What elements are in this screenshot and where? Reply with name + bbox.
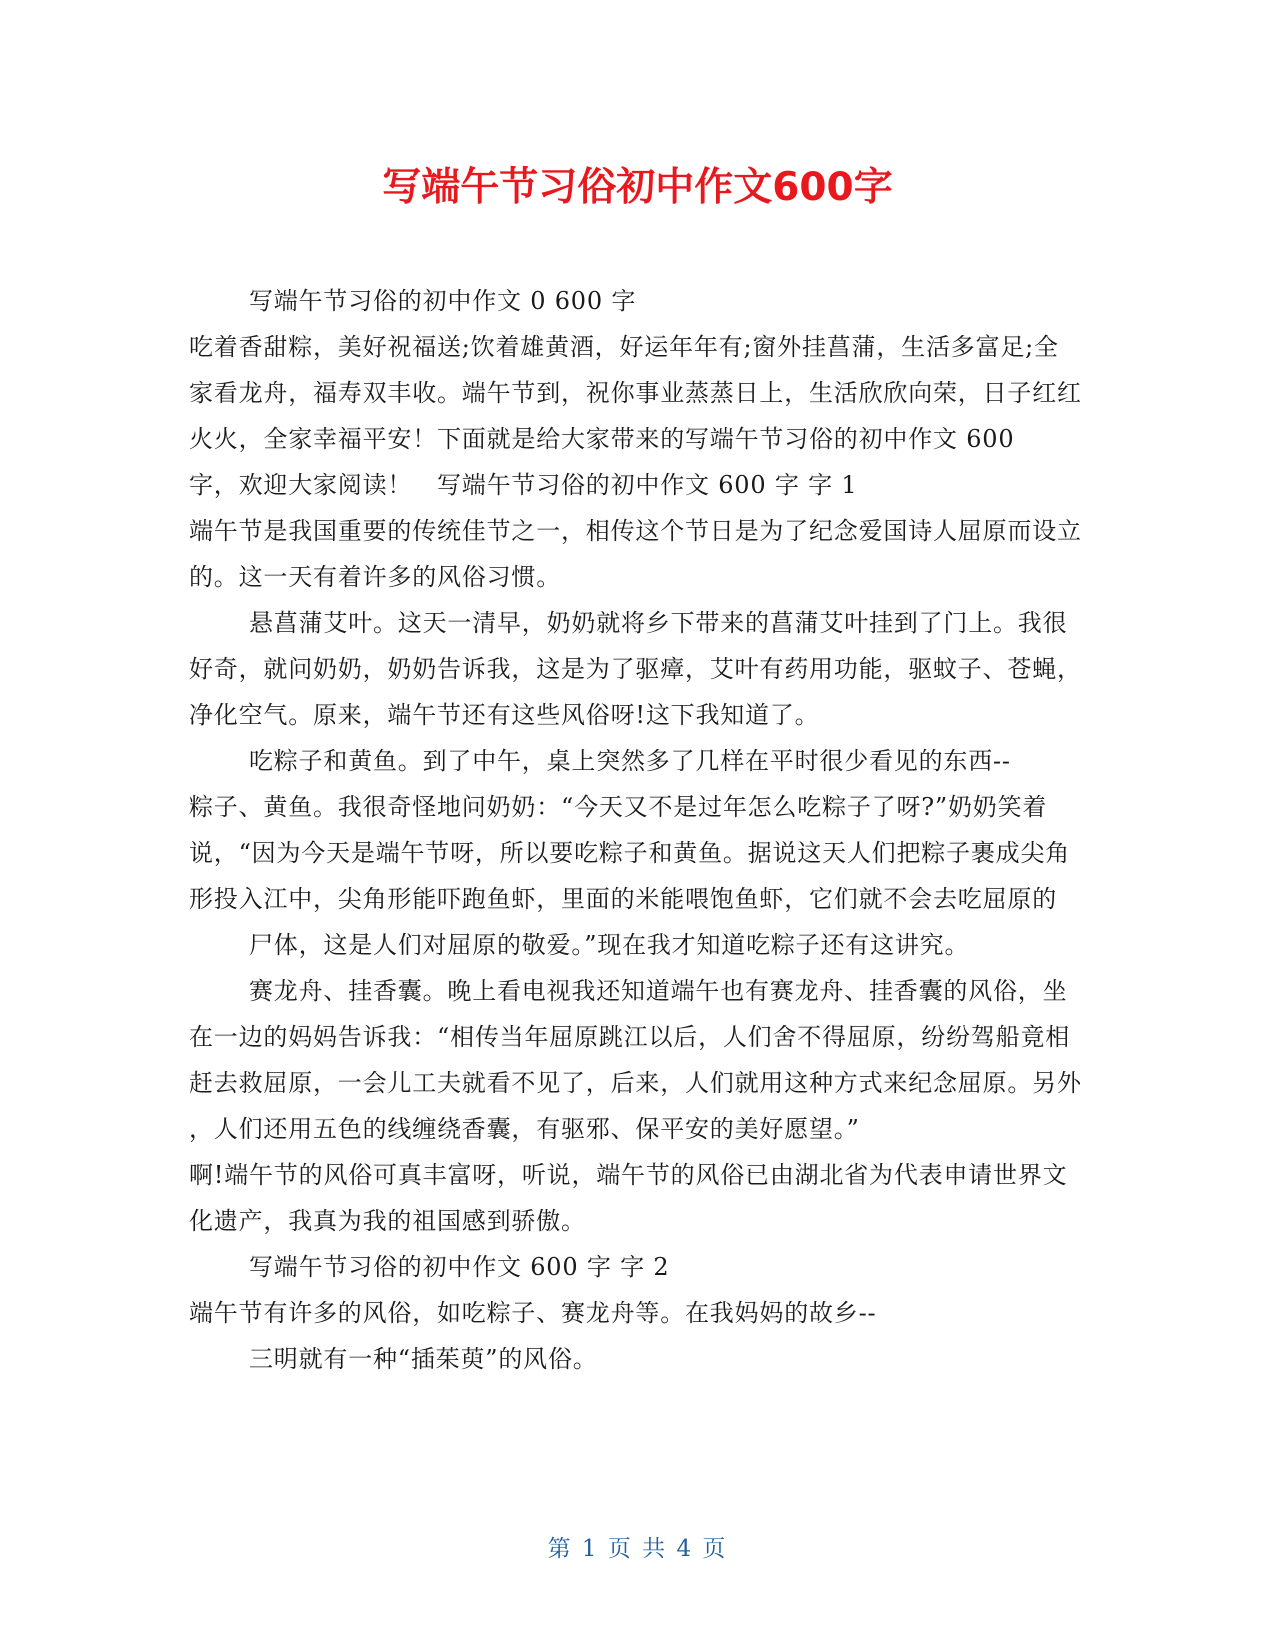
body-line: 粽子、黄鱼。我很奇怪地问奶奶：“今天又不是过年怎么吃粽子了呀?”奶奶笑着	[189, 793, 1048, 821]
essay-heading: 写端午节习俗的初中作文 600 字 字 2	[249, 1253, 670, 1281]
page-footer: 第 1 页 共 4 页	[547, 1536, 728, 1562]
body-line: 说，“因为今天是端午节呀，所以要吃粽子和黄鱼。据说这天人们把粽子裹成尖角	[189, 839, 1071, 867]
body-line: 的。这一天有着许多的风俗习惯。	[189, 563, 561, 591]
document-title: 写端午节习俗初中作文600字	[382, 165, 893, 210]
body-line: 吃粽子和黄鱼。到了中午，桌上突然多了几样在平时很少看见的东西--	[249, 747, 1011, 775]
body-line: 火火，全家幸福平安！下面就是给大家带来的写端午节习俗的初中作文 600	[189, 425, 1015, 453]
body-line: 赛龙舟、挂香囊。晚上看电视我还知道端午也有赛龙舟、挂香囊的风俗，坐	[249, 977, 1068, 1005]
body-line: 尸体，这是人们对屈原的敬爱。”现在我才知道吃粽子还有这讲究。	[249, 931, 970, 959]
essay-heading: 写端午节习俗的初中作文 0 600 字	[249, 287, 637, 315]
body-line: 在一边的妈妈告诉我：“相传当年屈原跳江以后，人们舍不得屈原，纷纷驾船竟相	[189, 1023, 1071, 1051]
body-line: 端午节有许多的风俗，如吃粽子、赛龙舟等。在我妈妈的故乡--	[189, 1299, 877, 1327]
body-line: 净化空气。原来，端午节还有这些风俗呀!这下我知道了。	[189, 701, 820, 729]
body-line: 赶去救屈原，一会儿工夫就看不见了，后来，人们就用这种方式来纪念屈原。另外	[189, 1069, 1082, 1097]
body-line: 字，欢迎大家阅读！ 写端午节习俗的初中作文 600 字 字 1	[189, 471, 858, 499]
body-line: 好奇，就问奶奶，奶奶告诉我，这是为了驱瘴，艾叶有药用功能，驱蚊子、苍蝇，	[189, 655, 1082, 683]
body-line: 吃着香甜粽，美好祝福送;饮着雄黄酒，好运年年有;窗外挂菖蒲，生活多富足;全	[189, 333, 1059, 361]
body-line: 形投入江中，尖角形能吓跑鱼虾，里面的米能喂饱鱼虾，它们就不会去吃屈原的	[189, 885, 1057, 913]
body-line: 悬菖蒲艾叶。这天一清早，奶奶就将乡下带来的菖蒲艾叶挂到了门上。我很	[249, 609, 1068, 637]
body-line: 三明就有一种“插茱萸”的风俗。	[249, 1345, 598, 1373]
body-line: ，人们还用五色的线缠绕香囊，有驱邪、保平安的美好愿望。”	[189, 1115, 860, 1143]
body-line: 家看龙舟，福寿双丰收。端午节到，祝你事业蒸蒸日上，生活欣欣向荣，日子红红	[189, 379, 1082, 407]
body-line: 端午节是我国重要的传统佳节之一，相传这个节日是为了纪念爱国诗人屈原而设立	[189, 517, 1082, 545]
body-line: 化遗产，我真为我的祖国感到骄傲。	[189, 1207, 586, 1235]
body-line: 啊!端午节的风俗可真丰富呀，听说，端午节的风俗已由湖北省为代表申请世界文	[189, 1161, 1068, 1189]
